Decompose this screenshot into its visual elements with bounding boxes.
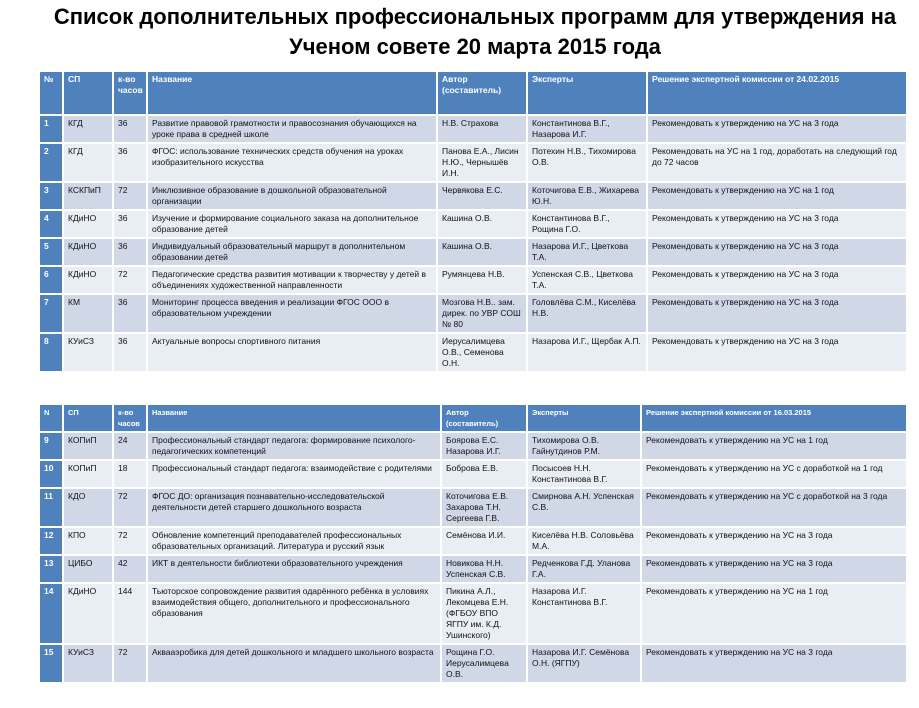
cell-number: 4: [40, 211, 62, 237]
cell-hours: 36: [114, 239, 146, 265]
column-header-decision: Решение экспертной комиссии от 16.03.2015: [642, 405, 906, 431]
cell-hours: 36: [114, 295, 146, 332]
cell-number: 12: [40, 528, 62, 554]
cell-decision: Рекомендовать на УС на 1 год, доработать на следующий год до 72 часов: [648, 144, 906, 181]
cell-program-name: Тьюторское сопровождение развития одарённого ребёнка в условиях взаимодействия общего, дополнительного и профессионального образования: [148, 584, 440, 643]
cell-hours: 72: [114, 489, 146, 526]
cell-decision: Рекомендовать к утверждению на УС на 3 года: [642, 528, 906, 554]
column-header-program-name: Название: [148, 405, 440, 431]
column-header-hours: к-во часов: [114, 405, 146, 431]
cell-author: Пикина А.Л., Лекомцева Е.Н. (ФГБОУ ВПО ЯГПУ им. К.Д. Ушинского): [442, 584, 526, 643]
cell-department: КМ: [64, 295, 112, 332]
cell-program-name: Профессиональный стандарт педагога: взаимодействие с родителями: [148, 461, 440, 487]
cell-number: 3: [40, 183, 62, 209]
column-header-number: N: [40, 405, 62, 431]
table-row: [40, 295, 906, 332]
cell-program-name: Инклюзивное образование в дошкольной образовательной организации: [148, 183, 436, 209]
cell-decision: Рекомендовать к утверждению на УС на 3 года: [648, 211, 906, 237]
cell-program-name: Изучение и формирование социального заказа на дополнительное образование детей: [148, 211, 436, 237]
cell-program-name: Актуальные вопросы спортивного питания: [148, 334, 436, 371]
cell-decision: Рекомендовать к утверждению на УС на 1 год: [642, 584, 906, 643]
cell-department: КУиСЗ: [64, 645, 112, 682]
cell-experts: Киселёва Н.В. Соловьёва М.А.: [528, 528, 640, 554]
cell-author: Панова Е.А., Лисин Н.Ю., Чернышёв И.Н.: [438, 144, 526, 181]
cell-hours: 42: [114, 556, 146, 582]
cell-decision: Рекомендовать к утверждению на УС на 1 год: [642, 433, 906, 459]
cell-program-name: Аквааэробика для детей дошкольного и младшего школьного возраста: [148, 645, 440, 682]
cell-experts: Смирнова А.Н. Успенская С.В.: [528, 489, 640, 526]
cell-experts: Константинова В.Г., Назарова И.Г.: [528, 116, 646, 142]
cell-author: Кашина О.В.: [438, 211, 526, 237]
column-header-author: Автор (составитель): [442, 405, 526, 431]
cell-author: Мозгова Н.В.. зам. дирек. по УВР СОШ № 80: [438, 295, 526, 332]
table-row: [40, 183, 906, 209]
column-header-department: СП: [64, 72, 112, 114]
cell-program-name: ФГОС: использование технических средств обучения на уроках изобразительного искусства: [148, 144, 436, 181]
table-row: [40, 144, 906, 181]
cell-author: Семёнова И.И.: [442, 528, 526, 554]
cell-number: 13: [40, 556, 62, 582]
cell-decision: Рекомендовать к утверждению на УС на 3 года: [648, 295, 906, 332]
cell-experts: Назарова И.Г. Константинова В.Г.: [528, 584, 640, 643]
cell-experts: Тихомирова О.В. Гайнутдинов Р.М.: [528, 433, 640, 459]
cell-hours: 18: [114, 461, 146, 487]
cell-author: Червякова Е.С.: [438, 183, 526, 209]
cell-experts: Назарова И.Г. Семёнова О.Н. (ЯГПУ): [528, 645, 640, 682]
cell-hours: 72: [114, 645, 146, 682]
table-row: [40, 239, 906, 265]
cell-experts: Потехин Н.В., Тихомирова О.В.: [528, 144, 646, 181]
cell-department: КГД: [64, 144, 112, 181]
table-row: [40, 433, 906, 459]
cell-decision: Рекомендовать к утверждению на УС на 3 года: [648, 116, 906, 142]
cell-author: Н.В. Страхова: [438, 116, 526, 142]
cell-decision: Рекомендовать к утверждению на УС на 3 года: [648, 267, 906, 293]
cell-department: КПО: [64, 528, 112, 554]
cell-number: 6: [40, 267, 62, 293]
cell-hours: 36: [114, 144, 146, 181]
cell-department: КУиСЗ: [64, 334, 112, 371]
cell-number: 2: [40, 144, 62, 181]
cell-decision: Рекомендовать к утверждению на УС на 3 года: [648, 239, 906, 265]
cell-hours: 144: [114, 584, 146, 643]
cell-author: Боярова Е.С. Назарова И.Г.: [442, 433, 526, 459]
cell-program-name: Индивидуальный образовательный маршрут в дополнительном образовании детей: [148, 239, 436, 265]
table-header-row: [40, 405, 906, 431]
programs-table-1: [38, 70, 908, 373]
cell-experts: Коточигова Е.В., Жихарева Ю.Н.: [528, 183, 646, 209]
cell-author: Боброва Е.В.: [442, 461, 526, 487]
column-header-decision: Решение экспертной комиссии от 24.02.2015: [648, 72, 906, 114]
cell-hours: 24: [114, 433, 146, 459]
column-header-experts: Эксперты: [528, 405, 640, 431]
cell-decision: Рекомендовать к утверждению на УС на 3 года: [642, 645, 906, 682]
cell-experts: Головлёва С.М., Киселёва Н.В.: [528, 295, 646, 332]
page-title: Список дополнительных профессиональных программ для утверждения на Ученом совете 20 марта 2015 года: [53, 4, 897, 59]
cell-experts: Посысоев Н.Н. Константинова В.Г.: [528, 461, 640, 487]
cell-department: КОПиП: [64, 433, 112, 459]
cell-number: 5: [40, 239, 62, 265]
table-body: [40, 433, 906, 682]
table-row: [40, 645, 906, 682]
cell-author: Новикова Н.Н. Успенская С.В.: [442, 556, 526, 582]
cell-department: КДиНО: [64, 239, 112, 265]
column-header-number: №: [40, 72, 62, 114]
cell-decision: Рекомендовать к утверждению на УС на 3 года: [642, 556, 906, 582]
cell-experts: Редченкова Г.Д. Уланова Г.А.: [528, 556, 640, 582]
cell-decision: Рекомендовать к утверждению на УС на 1 год: [648, 183, 906, 209]
cell-department: ЦИБО: [64, 556, 112, 582]
table-header-row: [40, 72, 906, 114]
table-row: [40, 211, 906, 237]
cell-number: 9: [40, 433, 62, 459]
cell-hours: 36: [114, 211, 146, 237]
cell-experts: Успенская С.В., Цветкова Т.А.: [528, 267, 646, 293]
cell-decision: Рекомендовать к утверждению на УС на 3 года: [648, 334, 906, 371]
table-body: [40, 116, 906, 371]
cell-department: КГД: [64, 116, 112, 142]
cell-number: 14: [40, 584, 62, 643]
table-row: [40, 489, 906, 526]
cell-hours: 72: [114, 528, 146, 554]
cell-author: Рощина Г.О. Иерусалимцева О.В.: [442, 645, 526, 682]
cell-hours: 72: [114, 183, 146, 209]
cell-hours: 72: [114, 267, 146, 293]
cell-department: КДиНО: [64, 267, 112, 293]
column-header-hours: к-во часов: [114, 72, 146, 114]
cell-experts: Назарова И.Г., Цветкова Т.А.: [528, 239, 646, 265]
table-row: [40, 267, 906, 293]
cell-department: КДиНО: [64, 584, 112, 643]
cell-number: 7: [40, 295, 62, 332]
cell-program-name: Развитие правовой грамотности и правосознания обучающихся на уроке права в средней школе: [148, 116, 436, 142]
table-row: [40, 528, 906, 554]
cell-number: 8: [40, 334, 62, 371]
cell-number: 11: [40, 489, 62, 526]
cell-number: 10: [40, 461, 62, 487]
column-header-program-name: Название: [148, 72, 436, 114]
cell-author: Румянцева Н.В.: [438, 267, 526, 293]
cell-author: Иерусалимцева О.В., Семенова О.Н.: [438, 334, 526, 371]
column-header-experts: Эксперты: [528, 72, 646, 114]
table-row: [40, 461, 906, 487]
cell-experts: Константинова В.Г., Рощина Г.О.: [528, 211, 646, 237]
table-row: [40, 116, 906, 142]
column-header-author: Автор (составитель): [438, 72, 526, 114]
cell-decision: Рекомендовать к утверждению на УС с доработкой на 3 года: [642, 489, 906, 526]
cell-department: КДО: [64, 489, 112, 526]
cell-department: КСКПиП: [64, 183, 112, 209]
cell-program-name: Профессиональный стандарт педагога: формирование психолого-педагогических компетенций: [148, 433, 440, 459]
cell-number: 1: [40, 116, 62, 142]
cell-experts: Назарова И.Г., Щербак А.П.: [528, 334, 646, 371]
cell-program-name: ИКТ в деятельности библиотеки образовательного учреждения: [148, 556, 440, 582]
cell-author: Кашина О.В.: [438, 239, 526, 265]
cell-author: Коточигова Е.В. Захарова Т.Н. Сергеева Г.В.: [442, 489, 526, 526]
cell-program-name: Обновление компетенций преподавателей профессиональных образовательных организаций. Литература и русский язык: [148, 528, 440, 554]
programs-table-2: [38, 403, 908, 684]
column-header-department: СП: [64, 405, 112, 431]
cell-number: 15: [40, 645, 62, 682]
cell-program-name: ФГОС ДО: организация познавательно-исследовательской деятельности детей старшего дошкольного возраста: [148, 489, 440, 526]
cell-hours: 36: [114, 116, 146, 142]
cell-program-name: Мониторинг процесса введения и реализации ФГОС ООО в образовательном учреждении: [148, 295, 436, 332]
table-row: [40, 334, 906, 371]
table-row: [40, 584, 906, 643]
cell-department: КОПиП: [64, 461, 112, 487]
cell-program-name: Педагогические средства развития мотивации к творчеству у детей в объединениях художественной направленности: [148, 267, 436, 293]
cell-decision: Рекомендовать к утверждению на УС с доработкой на 1 год: [642, 461, 906, 487]
cell-hours: 36: [114, 334, 146, 371]
cell-department: КДиНО: [64, 211, 112, 237]
table-row: [40, 556, 906, 582]
